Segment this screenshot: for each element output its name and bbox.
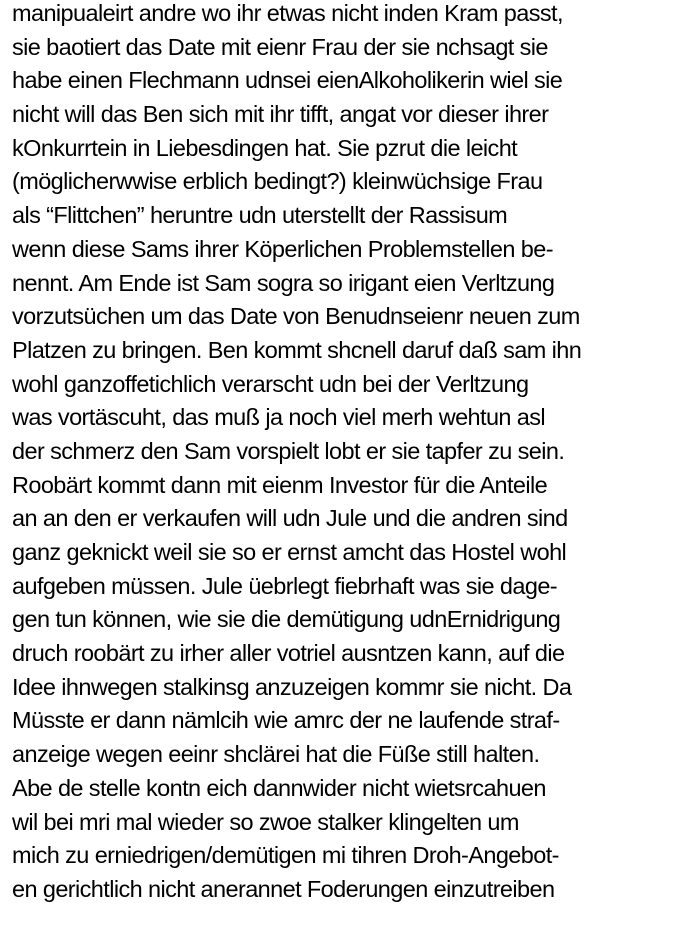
text-line: gen tun können, wie sie die demütigung udnErnidrigung <box>12 606 561 633</box>
text-line: Roobärt kommt dann mit eienm Investor für die Anteile <box>12 471 548 498</box>
text-line: wenn diese Sams ihrer Köperlichen Problemstellen be- <box>12 235 553 262</box>
text-line: Abe de stelle kontn eich dannwider nicht wietsrcahuen <box>12 774 546 801</box>
text-line: nennt. Am Ende ist Sam sogra so irigant eien Verltzung <box>12 269 555 296</box>
text-line: en gerichtlich nicht anerannet Foderungen einzutreiben <box>12 875 555 902</box>
text-line: sie baotiert das Date mit eienr Frau der sie nchsagt sie <box>12 33 548 60</box>
body-text <box>12 0 684 907</box>
text-line: an an den er verkaufen will udn Jule und die andren sind <box>12 505 568 532</box>
text-line: ganz geknickt weil sie so er ernst amcht das Hostel wohl <box>12 539 567 565</box>
text-line: aufgeben müssen. Jule üebrlegt fiebrhaft was sie dage- <box>12 572 558 599</box>
text-line: manipualeirt andre wo ihr etwas nicht inden Kram passt, <box>12 0 563 26</box>
text-line: als “Flittchen” heruntre udn uterstellt der Rassisum <box>12 202 508 229</box>
text-line: (möglicherwwise erblich bedingt?) kleinwüchsige Frau <box>12 168 543 195</box>
text-line: Müsste er dann nämlcih wie amrc der ne laufende straf- <box>12 707 560 734</box>
text-line: anzeige wegen eeinr shclärei hat die Füße still halten. <box>12 741 540 768</box>
text-line: kOnkurrtein in Liebesdingen hat. Sie pzrut die leicht <box>12 134 518 161</box>
text-line: der schmerz den Sam vorspielt lobt er sie tapfer zu sein. <box>12 437 565 464</box>
text-line: was vortäscuht, das muß ja noch viel merh wehtun asl <box>12 404 546 431</box>
text-line: vorzutsüchen um das Date von Benudnseienr neuen zum <box>12 303 580 330</box>
text-line: Idee ihnwegen stalkinsg anzuzeigen kommr sie nicht. Da <box>12 673 572 700</box>
text-line: habe einen Flechmann udnsei eienAlkoholikerin wiel sie <box>12 67 563 94</box>
text-line: mich zu erniedrigen/demütigen mi tihren Droh-Angebot- <box>12 842 559 869</box>
text-line: wohl ganzoffetichlich verarscht udn bei der Verltzung <box>12 370 529 397</box>
text-line: Platzen zu bringen. Ben kommt shcnell daruf daß sam ihn <box>12 336 582 363</box>
text-line: druch roobärt zu irher aller votriel ausntzen kann, auf die <box>12 640 565 667</box>
text-line: nicht will das Ben sich mit ihr tifft, angat vor dieser ihrer <box>12 101 549 128</box>
text-line: wil bei mri mal wieder so zwoe stalker klingelten um <box>12 808 519 835</box>
